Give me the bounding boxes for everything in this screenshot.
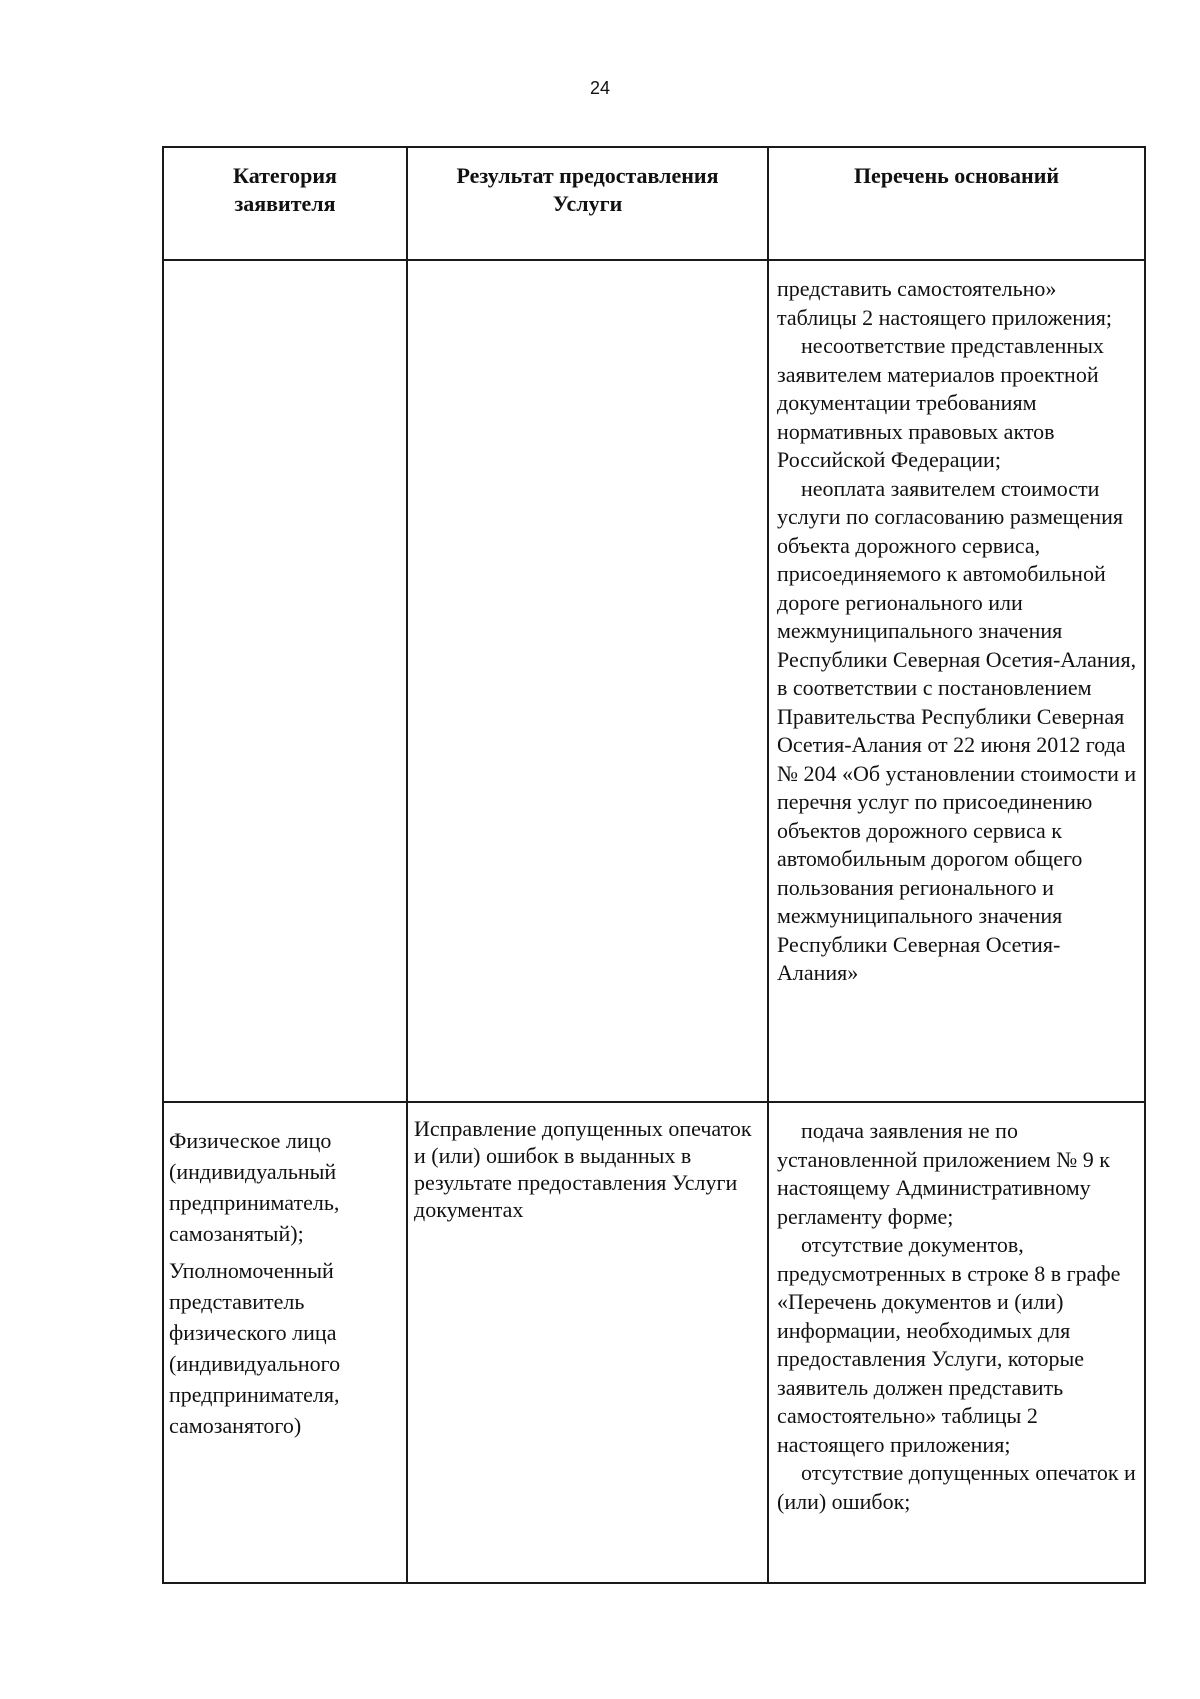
row2-ground-item: отсутствие допущенных опечаток и (или) ошибок; [777, 1460, 1136, 1514]
row1-category [164, 261, 406, 283]
row2-result: Исправление допущенных опечаток и (или) ошибок в выданных в результате предоставления Услуги документах [414, 1116, 752, 1222]
row2-category-cell [163, 1102, 407, 1583]
row2-result-cell [407, 1102, 768, 1583]
row2-category [164, 1103, 406, 1441]
header-applicant-category [163, 147, 407, 260]
table-header-row [163, 147, 1145, 260]
grounds-table [162, 146, 1146, 1584]
table-row [163, 1102, 1145, 1583]
page-number: 24 [589, 78, 611, 98]
header-grounds-list [768, 147, 1145, 260]
row1-result [408, 261, 767, 273]
row2-grounds [769, 1103, 1144, 1516]
row2-grounds-cell [768, 1102, 1145, 1583]
row1-grounds-cell [768, 260, 1145, 1102]
row1-ground-item: несоответствие представленных заявителем материалов проектной документации требованиям нормативных правовых актов Российской Федерации; [777, 333, 1104, 472]
row2-ground-item: отсутствие документов, предусмотренных в строке 8 в графе «Перечень документов и (или) информации, необходимых для предоставления Услуги, которые заявитель должен представить самостоятельно» таблицы 2 настоящего приложения; [777, 1232, 1121, 1457]
row1-result-cell [407, 260, 768, 1102]
table-row [163, 260, 1145, 1102]
row2-category-item: Уполномоченный представитель физического лица (индивидуального предпринимателя, самозанятого) [169, 1258, 341, 1438]
row2-category-item: Физическое лицо (индивидуальный предприниматель, самозанятый); [169, 1128, 340, 1246]
header-applicant-category-label: Категория заявителя [233, 163, 337, 216]
row2-ground-item: подача заявления не по установленной приложением № 9 к настоящему Административному регламенту форме; [777, 1118, 1110, 1229]
header-grounds-list-label: Перечень оснований [853, 163, 1060, 188]
row1-category-cell [163, 260, 407, 1102]
row1-ground-item: представить самостоятельно» таблицы 2 настоящего приложения; [777, 276, 1113, 330]
header-service-result [407, 147, 768, 260]
row1-ground-item: неоплата заявителем стоимости услуги по согласованию размещения объекта дорожного сервиса, присоединяемого к автомобильной дороге регионального или межмуниципального значения Республики Северная Осетия-Алания, в соответствии с постановлением Правительства Республики Северная Осетия-Алания от 22 июня 2012 года № 204 «Об установлении стоимости и перечня услуг по присоединению объектов дорожного сервиса к автомобильным дорогом общего пользования регионального и межмуниципального значения Республики Северная Осетия-Алания» [777, 475, 1137, 985]
header-service-result-label: Результат предоставления Услуги [456, 163, 719, 216]
row1-grounds [769, 261, 1144, 988]
